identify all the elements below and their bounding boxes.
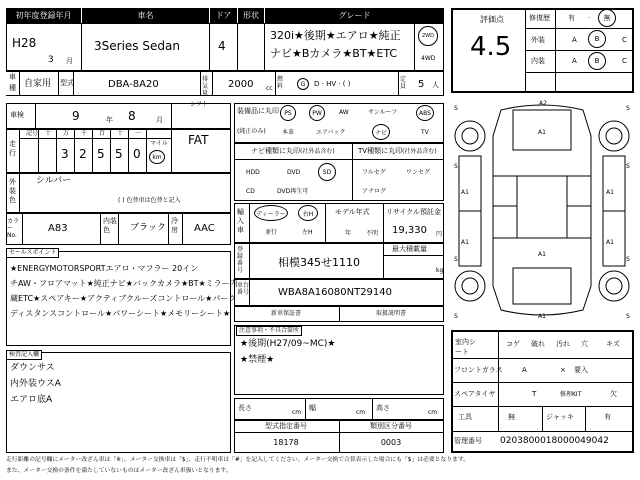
mileage-place-label: 百 bbox=[99, 130, 106, 137]
interior-seat-label: 室内シート bbox=[455, 338, 476, 356]
equip-pw-circled: PW bbox=[309, 105, 325, 121]
remark-line-1: ★後期(H27/09~MC)★ bbox=[240, 339, 336, 349]
height-unit: cm bbox=[428, 409, 438, 416]
glass-x: × bbox=[560, 366, 566, 374]
svg-text:S: S bbox=[626, 105, 630, 112]
chassis-label: 車台番号 bbox=[237, 282, 250, 296]
mark-a2-front: A2 bbox=[539, 100, 547, 107]
mileage-digit: 5 bbox=[115, 147, 123, 161]
int-grade-a: A bbox=[572, 57, 577, 65]
ext-grade-a: A bbox=[572, 36, 577, 44]
svg-text:S: S bbox=[626, 313, 630, 320]
equipment-note: (純正のみ) bbox=[237, 128, 266, 135]
tools-value: 無 bbox=[508, 413, 515, 421]
wheel-front-right bbox=[599, 121, 629, 151]
import-right-hand-circled: 右H bbox=[298, 205, 318, 221]
spare-t: T bbox=[532, 390, 537, 398]
first-reg-header: 初年度登録年月 bbox=[6, 8, 81, 23]
mark-a1-left: A1 bbox=[461, 189, 469, 196]
navi-dvd: DVD bbox=[287, 169, 301, 176]
car-body-outline bbox=[493, 105, 591, 315]
sales-points-label: セールスポイント bbox=[6, 248, 59, 258]
exterior-color-label: 外装色 bbox=[9, 178, 16, 204]
glass-a: A bbox=[522, 366, 527, 374]
shift-label: シフト bbox=[190, 101, 209, 108]
tv-oneseg: ワンセグ bbox=[406, 169, 431, 176]
score-value: 4.5 bbox=[470, 32, 512, 62]
equip-sunroof: サンルーフ bbox=[368, 109, 398, 116]
fuel-options: D · HV · ( ) bbox=[314, 80, 351, 88]
color-changed-note: ( ) 色替車は色替と記入 bbox=[118, 197, 181, 204]
capacity-label: 定員 bbox=[400, 76, 407, 90]
equip-ps-circled: PS bbox=[280, 105, 296, 121]
equip-abs-circled: ABS bbox=[416, 105, 434, 121]
capacity-unit: 人 bbox=[432, 81, 439, 89]
exterior-label: 外装 bbox=[531, 36, 545, 44]
score-label: 評価点 bbox=[480, 15, 504, 24]
ext-grade-c: C bbox=[622, 36, 627, 44]
model-label: 型式 bbox=[60, 79, 74, 87]
interior-color-value: ブラック bbox=[130, 223, 166, 233]
mileage-digit: 2 bbox=[79, 147, 87, 161]
mileage-place-label: 一 bbox=[135, 130, 142, 137]
equipment-label: 装備品に丸印 bbox=[237, 107, 279, 115]
inspection-label: 車検 bbox=[10, 111, 24, 119]
glass-replace: 要入 bbox=[574, 366, 588, 374]
category-header: 車種 bbox=[6, 72, 19, 95]
max-load-label: 最大積載量 bbox=[392, 245, 427, 253]
model-year-unknown: 不明 bbox=[366, 230, 379, 237]
sales-point-line-4: ディスタンスコントロール★パワーシート★メモリーシート★ bbox=[10, 309, 231, 318]
car-trunk bbox=[513, 268, 571, 304]
plate-value: 相模345せ1110 bbox=[278, 256, 360, 269]
svg-text:S: S bbox=[454, 313, 458, 320]
footer-line-1: 走行距離の記号欄にメーター改ざん車は「※」、メーター交換車は「$」、走行不明車は「#」を記入してください。メーター交換で合算表示した場合にも「$」は必要となります。 bbox=[6, 457, 469, 463]
tv-label: TV種類に丸印(社外品含む) bbox=[358, 147, 437, 155]
reg-month: 3 bbox=[48, 55, 54, 65]
seat-condition-item: 汚れ bbox=[556, 340, 570, 348]
navi-sd-circled: SD bbox=[318, 163, 336, 181]
drive-2wd-circled: 2WD bbox=[418, 26, 438, 46]
sales-point-line-2: チAW・フロアマット★純正ナビ★バックカメラ★BT★ミラー内 bbox=[10, 279, 238, 288]
inspector-line-2: 内外装ウスA bbox=[10, 379, 61, 389]
ac-label: 冷房 bbox=[171, 217, 178, 234]
displacement-unit: cc bbox=[266, 85, 273, 92]
fuel-gasoline-circled: G bbox=[297, 78, 309, 90]
repair-label: 修復歴 bbox=[529, 14, 550, 22]
shift-value: FAT bbox=[188, 133, 209, 147]
grade-header: グレード bbox=[265, 8, 444, 23]
car-roof bbox=[517, 176, 567, 238]
front-glass-label: フロントガラス bbox=[454, 366, 503, 374]
recycle-value: 19,330 bbox=[392, 225, 427, 236]
tv-fullseg: フルセグ bbox=[362, 169, 386, 176]
mark-a1-left-rear: A1 bbox=[461, 239, 469, 246]
recycle-unit: 円 bbox=[436, 231, 443, 238]
inspector-line-3: エアロ底A bbox=[10, 395, 53, 405]
mileage-place-label: 千 bbox=[81, 130, 88, 137]
repair-none-circled: 無 bbox=[598, 9, 616, 27]
navi-hdd: HDD bbox=[246, 169, 260, 176]
height-label: 高さ bbox=[376, 404, 390, 412]
inspection-month: 8 bbox=[128, 109, 136, 123]
jack-label: ジャッキ bbox=[546, 413, 574, 421]
capacity-value: 5 bbox=[418, 79, 425, 90]
ext-grade-b-circled: B bbox=[588, 30, 606, 48]
inspection-month-unit: 月 bbox=[156, 116, 163, 124]
sales-point-line-1: ★ENERGYMOTORSPORTエアロ・マフラー 20イン bbox=[10, 264, 199, 273]
new-car-warranty: 新車保証書 bbox=[270, 310, 302, 317]
remarks-label: 注意事項・不具合箇所 bbox=[236, 326, 302, 336]
mgmt-value: 0203800018000049042 bbox=[500, 436, 609, 446]
mark-a1-right-rear: A1 bbox=[606, 239, 614, 246]
mark-a1-rear-mid: A1 bbox=[538, 251, 546, 258]
dimensions-box bbox=[234, 398, 444, 420]
svg-text:S: S bbox=[626, 256, 630, 263]
class-no-label: 類別区分番号 bbox=[370, 422, 412, 430]
car-name-header: 車名 bbox=[82, 8, 209, 23]
displacement-value: 2000 bbox=[228, 79, 254, 90]
mileage-place-label: 十 bbox=[117, 130, 124, 137]
equip-leather: 本革 bbox=[282, 129, 295, 136]
reg-year: H28 bbox=[12, 36, 37, 50]
mileage-place-label: 十 bbox=[45, 130, 52, 137]
wheel-front-left bbox=[455, 121, 485, 151]
plate-label: 登録番号 bbox=[237, 246, 244, 274]
wheel-rear-right bbox=[599, 271, 629, 301]
equip-navi-circled: ナビ bbox=[372, 124, 390, 140]
seat-condition-item: キズ bbox=[606, 340, 620, 348]
seat-condition-item: コゲ bbox=[506, 340, 520, 348]
inspector-line-1: ダウンサス bbox=[10, 363, 55, 373]
exterior-color-value: シルバー bbox=[36, 176, 72, 186]
sales-point-line-3: 蔵ETC★スペアキー★アクティブクルーズコントロール★パーク bbox=[10, 294, 237, 303]
jack-value: 有 bbox=[604, 413, 611, 421]
class-no-value: 0003 bbox=[380, 438, 402, 447]
mileage-digit: 5 bbox=[97, 147, 105, 161]
equip-aw: AW bbox=[339, 109, 349, 116]
spare-missing: 欠 bbox=[610, 390, 617, 398]
svg-text:S: S bbox=[626, 163, 630, 170]
type-spec-label: 型式指定番号 bbox=[265, 422, 307, 430]
interior-color-label: 内装色 bbox=[103, 217, 117, 234]
shape-header: 形状 bbox=[238, 8, 264, 23]
import-dealer-circled: ディーラー bbox=[254, 205, 288, 221]
navi-dvd-play: DVD再生可 bbox=[277, 188, 309, 195]
tv-analog: アナログ bbox=[362, 188, 387, 195]
spare-repair-kit: 修理KIT bbox=[560, 391, 582, 398]
int-grade-b-circled: B bbox=[588, 52, 606, 70]
import-parallel: 並行 bbox=[265, 229, 278, 236]
repair-dot: · bbox=[588, 14, 591, 22]
navi-cd: CD bbox=[246, 188, 255, 195]
grade-line-1: 320i★後期★エアロ★純正 bbox=[270, 29, 401, 42]
length-unit: cm bbox=[292, 409, 302, 416]
recycle-label: リサイクル預託金 bbox=[386, 208, 442, 216]
color-no-label: カラーNo. bbox=[7, 218, 20, 239]
import-label: 輸入車 bbox=[237, 208, 244, 234]
mileage-unit-km-circled: km bbox=[149, 150, 165, 164]
remark-line-2: ★禁煙★ bbox=[240, 355, 275, 365]
owners-manual: 取扱説明書 bbox=[375, 310, 407, 317]
inspection-year: 9 bbox=[72, 109, 80, 123]
category-value: 自家用 bbox=[24, 79, 52, 89]
color-no-value: A83 bbox=[48, 223, 68, 234]
model-value: DBA-8A20 bbox=[108, 79, 159, 90]
mileage-label: 走行 bbox=[9, 140, 16, 157]
svg-text:S: S bbox=[454, 105, 458, 112]
model-year-label: モデル年式 bbox=[335, 208, 370, 216]
wheel-rear-left bbox=[455, 271, 485, 301]
tools-label: 工具 bbox=[458, 413, 472, 421]
mileage-unit-mile: マイル bbox=[150, 140, 168, 147]
car-diagram bbox=[451, 96, 634, 324]
max-load-unit: kg bbox=[436, 267, 444, 274]
interior-label: 内装 bbox=[531, 57, 545, 65]
mileage-digit: 3 bbox=[61, 147, 69, 161]
mileage-symbol-label: 記号 bbox=[26, 130, 39, 137]
int-grade-c: C bbox=[622, 57, 627, 65]
navi-label: ナビ種類に丸印(社外品含む) bbox=[251, 147, 335, 155]
mileage-digit: 0 bbox=[133, 147, 141, 161]
displacement-label: 排気量 bbox=[202, 76, 209, 97]
door-header: ドア bbox=[210, 8, 237, 23]
width-label: 幅 bbox=[309, 404, 316, 412]
mgmt-label: 管理番号 bbox=[454, 437, 482, 445]
ac-value: AAC bbox=[194, 223, 215, 234]
drive-4wd: 4WD bbox=[421, 55, 436, 62]
grade-line-2: ナビ★Bカメラ★BT★ETC bbox=[270, 47, 398, 60]
length-label: 長さ bbox=[238, 404, 252, 412]
seat-condition-item: 穴 bbox=[581, 340, 588, 348]
svg-text:S: S bbox=[454, 256, 458, 263]
width-unit: cm bbox=[356, 409, 366, 416]
import-left-hand: 左H bbox=[302, 229, 313, 236]
inspection-year-unit: 年 bbox=[106, 116, 113, 124]
mark-a1-hood: A1 bbox=[538, 129, 546, 136]
mark-a1-right: A1 bbox=[606, 189, 614, 196]
equip-tv: TV bbox=[421, 129, 429, 136]
repair-yes: 有 bbox=[568, 14, 575, 22]
seat-condition-item: 破れ bbox=[531, 340, 545, 348]
footer-line-2: また、メーター交換の条件を満たしていないものはメーター改ざん車扱いとなります。 bbox=[6, 468, 232, 474]
fuel-label: 燃料 bbox=[277, 76, 284, 90]
spare-tire-label: スペアタイヤ bbox=[454, 390, 496, 398]
model-year-unit: 年 bbox=[345, 230, 352, 237]
car-name-value: 3Series Sedan bbox=[94, 39, 180, 53]
inspector-label: 検査記入欄 bbox=[6, 350, 42, 360]
svg-text:S: S bbox=[454, 163, 458, 170]
chassis-value: WBA8A16080NT29140 bbox=[278, 287, 393, 298]
equip-airbag: エアバック bbox=[316, 129, 346, 136]
type-spec-value: 18178 bbox=[273, 438, 299, 447]
door-count: 4 bbox=[218, 39, 226, 53]
reg-month-unit: 月 bbox=[66, 57, 73, 65]
mark-a1-trunk: A1 bbox=[538, 313, 546, 320]
mileage-place-label: 万 bbox=[63, 130, 70, 137]
